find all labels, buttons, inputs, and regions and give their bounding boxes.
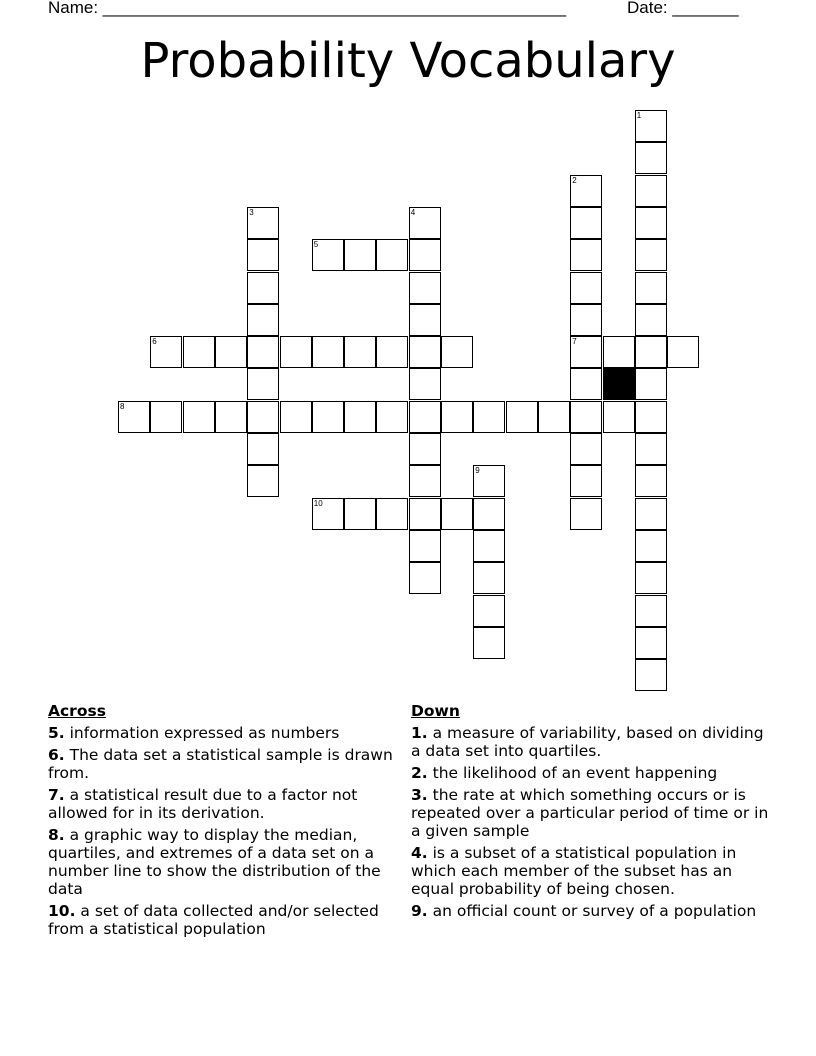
clue-text: the rate at which something occurs or is repeated over a particular period of time or in a given sample [411,786,769,840]
crossword-cell[interactable] [247,207,279,239]
crossword-cell[interactable] [570,175,602,207]
clue-number-label: 9 [475,466,480,476]
down-clue-4 [411,844,771,898]
date-line: Date: _______ [627,0,739,17]
crossword-cell[interactable] [473,530,505,562]
crossword-cell[interactable] [150,401,182,433]
crossword-cell[interactable] [635,239,667,271]
crossword-cell[interactable] [635,110,667,142]
crossword-cell[interactable] [247,272,279,304]
crossword-cell[interactable] [570,465,602,497]
crossword-cell[interactable] [570,401,602,433]
clue-text: the likelihood of an event happening [432,764,718,782]
crossword-cell[interactable] [183,336,215,368]
across-clue-6 [48,746,408,782]
clue-number: 3. [411,786,428,804]
crossword-cell[interactable] [635,530,667,562]
clue-number: 6. [48,746,65,764]
crossword-cell[interactable] [215,401,247,433]
crossword-cell[interactable] [570,239,602,271]
page-title: Probability Vocabulary [140,33,676,89]
crossword-cell[interactable] [570,304,602,336]
across-clue-5 [48,724,408,742]
crossword-cell[interactable] [409,465,441,497]
crossword-cell[interactable] [344,239,376,271]
crossword-cell[interactable] [603,336,635,368]
crossword-cell[interactable] [312,401,344,433]
clue-number-label: 5 [313,240,319,250]
crossword-cell[interactable] [247,239,279,271]
crossword-cell[interactable] [247,304,279,336]
clue-text: a graphic way to display the median, quartiles, and extremes of a data set on a number line to show the distribution of the data [48,826,381,898]
crossword-cell[interactable] [635,207,667,239]
clue-number: 1. [411,724,428,742]
crossword-cell[interactable] [215,336,247,368]
crossword-black-cell [603,368,635,400]
crossword-cell[interactable] [409,401,441,433]
clue-text: information expressed as numbers [69,724,340,742]
crossword-cell[interactable] [312,498,344,530]
crossword-cell[interactable] [409,530,441,562]
crossword-cell[interactable] [473,401,505,433]
crossword-cell[interactable] [441,498,473,530]
down-heading: Down [411,702,460,720]
clue-text: a measure of variability, based on dividing a data set into quartiles. [411,724,764,760]
crossword-cell[interactable] [506,401,538,433]
down-clues [411,702,771,924]
crossword-cell[interactable] [570,498,602,530]
crossword-cell[interactable] [247,368,279,400]
crossword-cell[interactable] [635,175,667,207]
crossword-cell[interactable] [473,595,505,627]
crossword-cell[interactable] [635,627,667,659]
crossword-cell[interactable] [635,368,667,400]
crossword-cell[interactable] [409,304,441,336]
crossword-cell[interactable] [376,239,408,271]
crossword-cell[interactable] [538,401,570,433]
across-clue-10 [48,902,408,938]
crossword-cell[interactable] [409,336,441,368]
name-line: Name: _________________________________________________ [48,0,567,17]
across-clue-8 [48,826,408,898]
clue-number-label: 8 [120,401,125,411]
crossword-cell[interactable] [570,433,602,465]
crossword-cell[interactable] [409,433,441,465]
crossword-cell[interactable] [183,401,215,433]
crossword-cell[interactable] [473,465,505,497]
crossword-cell[interactable] [570,368,602,400]
crossword-cell[interactable] [247,336,279,368]
clue-number-label: 3 [249,207,254,217]
crossword-cell[interactable] [635,401,667,433]
crossword-cell[interactable] [376,401,408,433]
clue-number: 8. [48,826,65,844]
crossword-cell[interactable] [635,562,667,594]
crossword-cell[interactable] [344,336,376,368]
clue-text: is a subset of a statistical population in which each member of the subset has an equal probability of being chosen. [411,844,737,898]
clue-number-label: 10 [313,498,323,508]
down-clue-3 [411,786,771,840]
clue-text: a statistical result due to a factor not allowed for in its derivation. [48,786,358,822]
crossword-cell[interactable] [635,304,667,336]
crossword-cell[interactable] [409,562,441,594]
crossword-cell[interactable] [603,401,635,433]
crossword-cell[interactable] [667,336,699,368]
crossword-cell[interactable] [409,368,441,400]
clue-number: 2. [411,764,428,782]
crossword-cell[interactable] [150,336,182,368]
crossword-cell[interactable] [312,239,344,271]
crossword-cell[interactable] [409,239,441,271]
crossword-cell[interactable] [635,433,667,465]
down-clue-2 [411,764,771,782]
crossword-cell[interactable] [118,401,150,433]
crossword-cell[interactable] [570,272,602,304]
crossword-cell[interactable] [473,498,505,530]
across-clue-7 [48,786,408,822]
crossword-cell[interactable] [473,562,505,594]
crossword-cell[interactable] [312,336,344,368]
crossword-cell[interactable] [473,627,505,659]
crossword-cell[interactable] [247,465,279,497]
crossword-cell[interactable] [635,142,667,174]
clue-text: a set of data collected and/or selected from a statistical population [48,902,379,938]
crossword-cell[interactable] [635,595,667,627]
crossword-cell[interactable] [570,336,602,368]
clue-number-label: 7 [572,337,577,347]
down-clue-1 [411,724,771,760]
across-clues [48,702,408,942]
crossword-cell[interactable] [409,272,441,304]
crossword-cell[interactable] [409,498,441,530]
clue-number-label: 1 [636,111,642,120]
clue-number-label: 2 [572,175,577,185]
clue-number: 7. [48,786,65,804]
crossword-cell[interactable] [635,465,667,497]
clue-number: 9. [411,902,428,920]
clue-number: 5. [48,724,65,742]
clue-number-label: 6 [152,337,157,347]
crossword-cell[interactable] [280,336,312,368]
crossword-cell[interactable] [344,401,376,433]
clue-number-label: 4 [410,207,416,217]
clue-number: 10. [48,902,76,920]
crossword-cell[interactable] [635,659,667,691]
crossword-cell[interactable] [409,207,441,239]
crossword-cell[interactable] [635,272,667,304]
crossword-cell[interactable] [344,498,376,530]
down-clue-9 [411,902,771,920]
across-heading: Across [48,702,106,720]
crossword-cell[interactable] [376,498,408,530]
crossword-cell[interactable] [441,336,473,368]
crossword-cell[interactable] [635,498,667,530]
crossword-cell[interactable] [247,433,279,465]
crossword-cell[interactable] [570,207,602,239]
crossword-cell[interactable] [376,336,408,368]
clue-text: The data set a statistical sample is drawn from. [48,746,393,782]
crossword-cell[interactable] [635,336,667,368]
clue-number: 4. [411,844,428,862]
clue-text: an official count or survey of a population [432,902,757,920]
crossword-cell[interactable] [441,401,473,433]
crossword-cell[interactable] [247,401,279,433]
crossword-cell[interactable] [280,401,312,433]
